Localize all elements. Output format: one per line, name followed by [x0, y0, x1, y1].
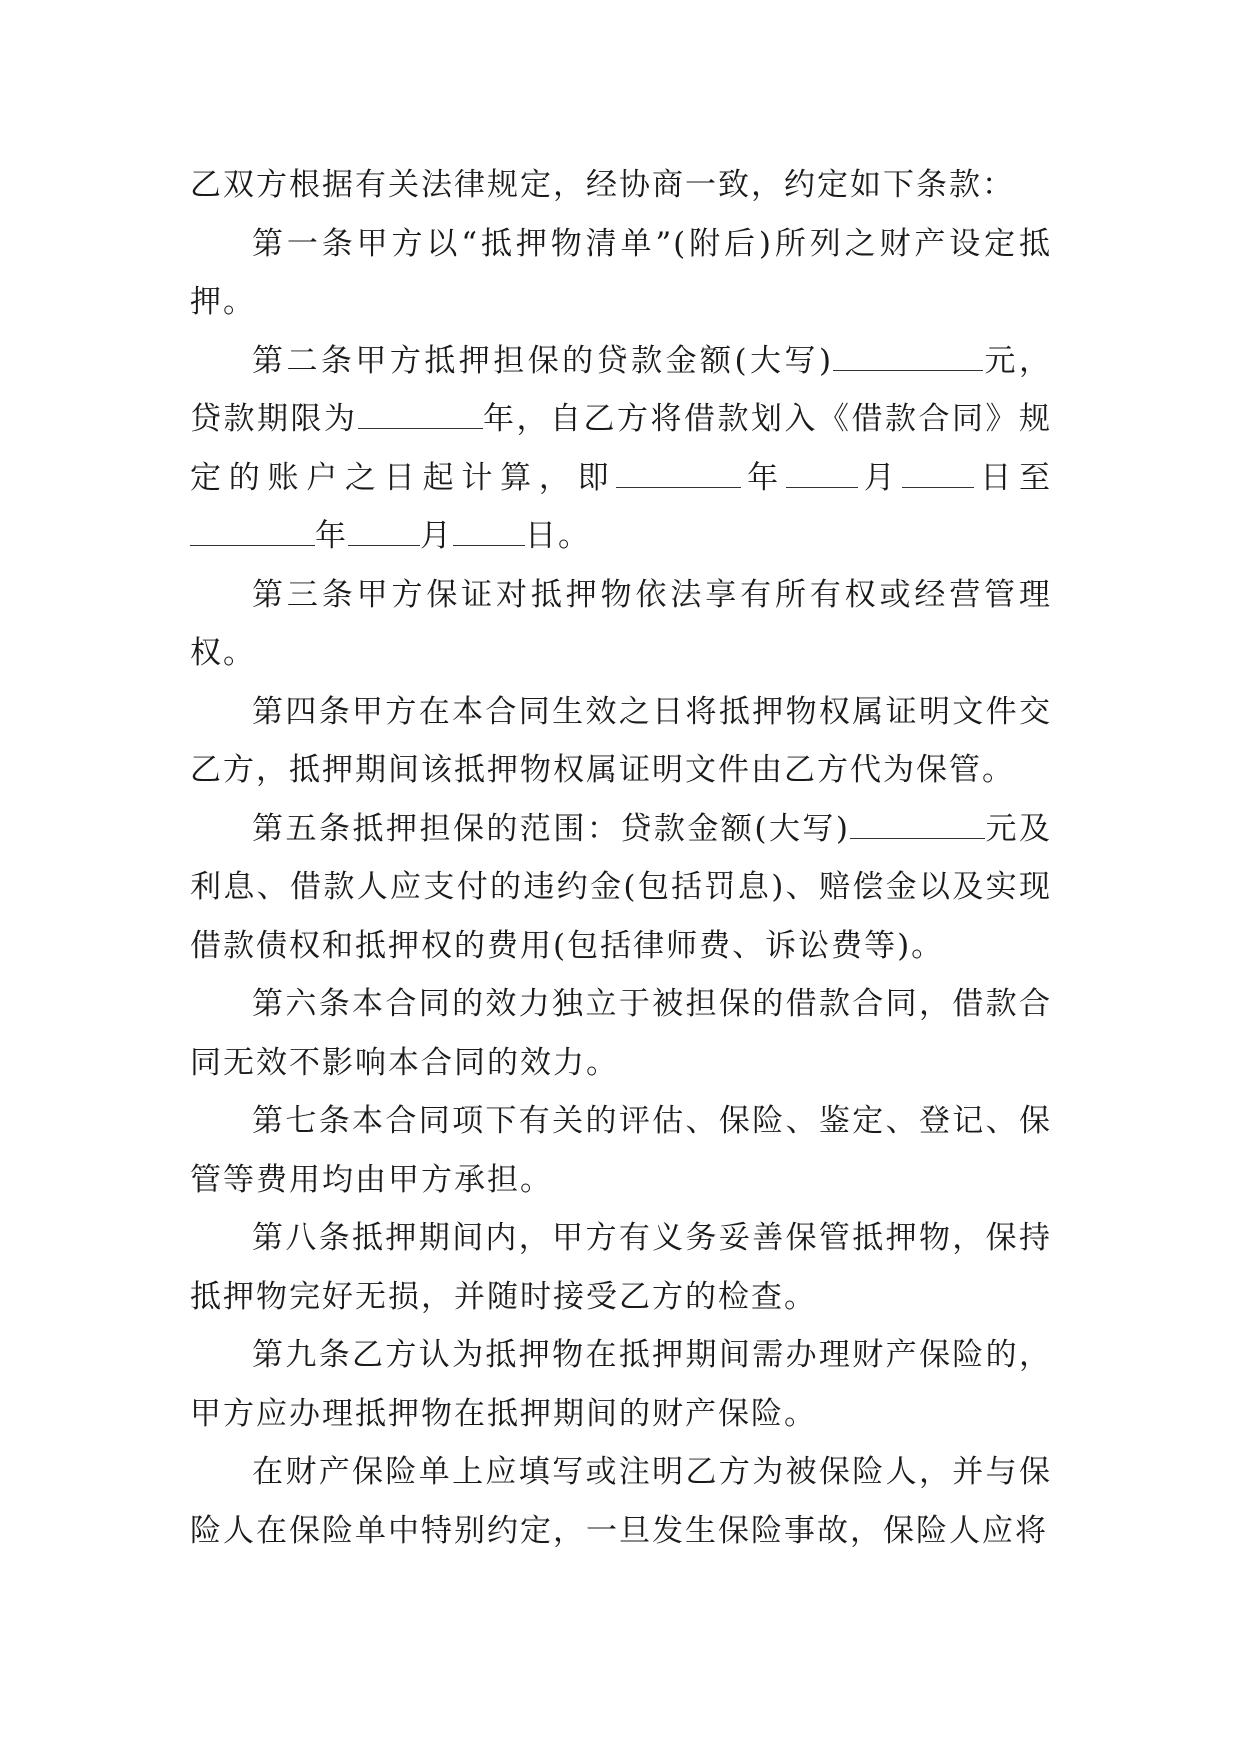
- article-5-paragraph: [190, 800, 1052, 976]
- article-5-text-b: 元及利息、借款人应支付的违约金(包括罚息)、赔偿金以及实现借款债权和抵押权的费用(包括律师费、诉讼费等)。: [190, 810, 1053, 964]
- article-2-text-g: 年: [315, 518, 348, 554]
- paragraph-opening-continuation: 乙双方根据有关法律规定，经协商一致，约定如下条款：: [190, 167, 1015, 203]
- article-1-paragraph: 第一条甲方以“抵押物清单”(附后)所列之财产设定抵押。: [190, 225, 1052, 320]
- article-2-text-b: 元，贷款期限为: [190, 342, 1053, 437]
- article-9-paragraph: 第九条乙方认为抵押物在抵押期间需办理财产保险的，甲方应办理抵押物在抵押期间的财产保险。: [190, 1337, 1052, 1432]
- article-4-paragraph: 第四条甲方在本合同生效之日将抵押物权属证明文件交乙方，抵押期间该抵押物权属证明文件由乙方代为保管。: [190, 693, 1052, 788]
- contract-page: [190, 156, 1052, 1560]
- insurance-clause-paragraph: 在财产保险单上应填写或注明乙方为被保险人，并与保险人在保险单中特别约定，一旦发生保险事故，保险人应将: [190, 1454, 1052, 1549]
- article-2-paragraph: [190, 332, 1052, 566]
- start-day-blank: [902, 461, 974, 488]
- loan-amount-blank: [833, 344, 983, 371]
- article-2-text-a: 第二条甲方抵押担保的贷款金额(大写): [252, 342, 834, 379]
- article-5-text-a: 第五条抵押担保的范围：贷款金额(大写): [252, 810, 851, 847]
- article-2-text-h: 月: [420, 518, 453, 554]
- end-day-blank: [453, 519, 525, 546]
- guarantee-amount-blank: [850, 812, 985, 839]
- article-2-text-f: 日至: [974, 459, 1053, 496]
- article-8-paragraph: 第八条抵押期间内，甲方有义务妥善保管抵押物，保持抵押物完好无损，并随时接受乙方的检查。: [190, 1220, 1052, 1315]
- start-year-blank: [616, 461, 741, 488]
- end-year-blank: [190, 519, 315, 546]
- article-2-text-d: 年: [741, 459, 786, 496]
- loan-term-years-blank: [358, 402, 483, 429]
- start-month-blank: [786, 461, 858, 488]
- article-2-text-i: 日。: [525, 518, 591, 554]
- article-2-text-e: 月: [857, 459, 903, 496]
- end-month-blank: [348, 519, 420, 546]
- article-6-paragraph: 第六条本合同的效力独立于被担保的借款合同，借款合同无效不影响本合同的效力。: [190, 986, 1052, 1081]
- article-7-paragraph: 第七条本合同项下有关的评估、保险、鉴定、登记、保管等费用均由甲方承担。: [190, 1103, 1052, 1198]
- article-2-text-c: 年，自乙方将借款划入《借款合同》规定的账户之日起计算，即: [190, 401, 1052, 496]
- article-3-paragraph: 第三条甲方保证对抵押物依法享有所有权或经营管理权。: [190, 576, 1052, 671]
